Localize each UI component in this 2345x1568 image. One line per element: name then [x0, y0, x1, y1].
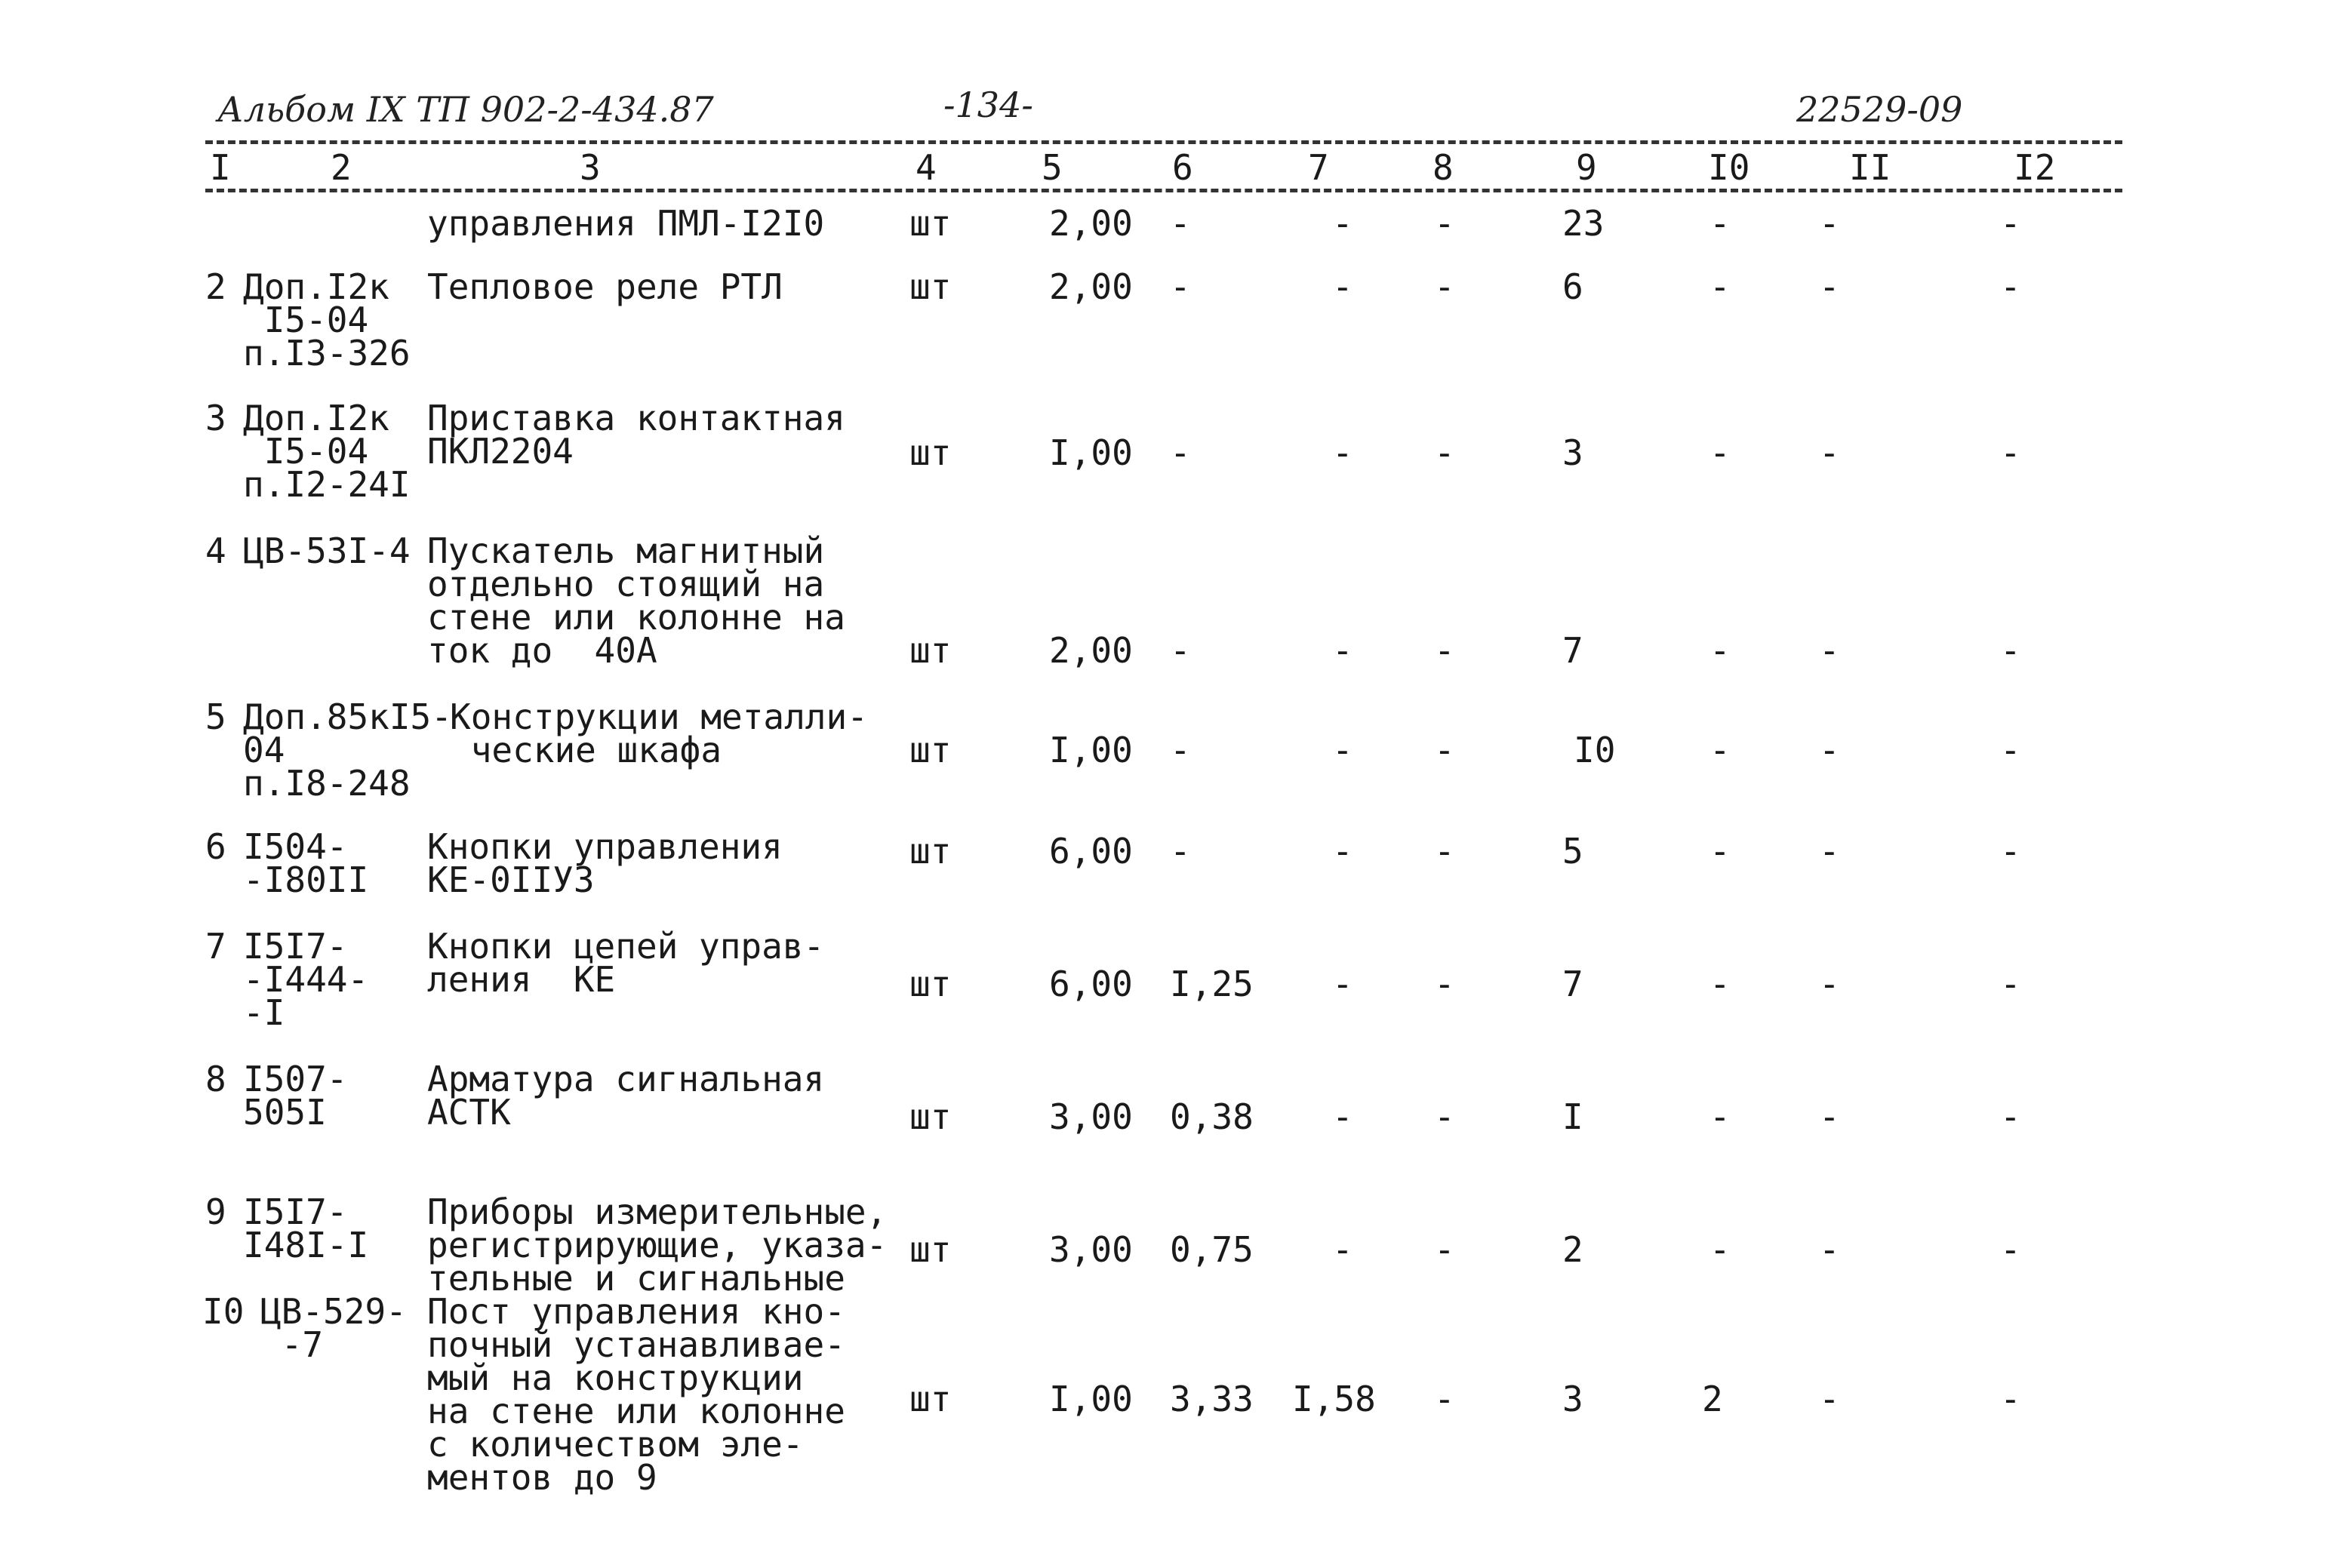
row-col6: - — [1170, 730, 1191, 770]
row-quantity: 2,00 — [1049, 203, 1133, 244]
document-number: 22529-09 — [1796, 89, 1963, 130]
row-number: 8 — [205, 1059, 226, 1099]
row-col8: - — [1434, 266, 1455, 307]
album-title: Альбом IX ТП 902-2-434.87 — [217, 89, 714, 130]
row-number: 7 — [205, 926, 226, 967]
row-col6: - — [1170, 266, 1191, 307]
row-col8: - — [1434, 1096, 1455, 1137]
row-col8: - — [1434, 831, 1455, 872]
row-col6: - — [1170, 203, 1191, 244]
row-col8: - — [1434, 630, 1455, 671]
row-reference: Доп.I2к I5-04 п.I2-24I — [243, 398, 411, 505]
row-col9: 23 — [1562, 203, 1605, 244]
column-header: 7 — [1308, 147, 1329, 188]
row-reference: Доп.I2к I5-04 п.I3-326 — [243, 266, 411, 374]
row-col7: - — [1332, 432, 1353, 473]
row-unit: шт — [909, 630, 952, 671]
row-quantity: I,00 — [1049, 432, 1133, 473]
row-unit: шт — [909, 1096, 952, 1137]
header-rule-top — [205, 140, 2122, 144]
row-col9: 6 — [1562, 266, 1583, 307]
row-item-name: Тепловое реле РТЛ — [427, 266, 783, 307]
column-header: I0 — [1708, 147, 1750, 188]
column-header: II — [1849, 147, 1891, 188]
row-quantity: I,00 — [1049, 730, 1133, 770]
row-number: 6 — [205, 826, 226, 867]
row-col9: 7 — [1562, 964, 1583, 1004]
row-number: 9 — [205, 1191, 226, 1232]
row-col9: 3 — [1562, 1379, 1583, 1419]
row-col11: - — [1819, 1229, 1840, 1270]
row-unit: шт — [909, 432, 952, 473]
column-header: 8 — [1433, 147, 1454, 188]
row-col7: - — [1332, 964, 1353, 1004]
row-number: 3 — [205, 398, 226, 438]
row-col9: 2 — [1562, 1229, 1583, 1270]
row-col12: - — [2000, 730, 2021, 770]
row-col6: - — [1170, 432, 1191, 473]
row-col7: - — [1332, 831, 1353, 872]
row-number: 4 — [205, 530, 226, 571]
row-col11: - — [1819, 1379, 1840, 1419]
row-col9: 7 — [1562, 630, 1583, 671]
column-header: 6 — [1172, 147, 1193, 188]
row-col12: - — [2000, 203, 2021, 244]
row-item-name: Пост управления кно- почный устанавливае- мый на конструкции на стене или колонне с количеством эле- ментов до 9 — [427, 1291, 845, 1498]
row-col10: 2 — [1702, 1379, 1723, 1419]
row-reference: Доп.85кI5- 04 п.I8-248 — [243, 696, 452, 804]
row-col10: - — [1710, 203, 1731, 244]
row-item-name: Арматура сигнальная АСТК — [427, 1059, 825, 1133]
row-col7: - — [1332, 266, 1353, 307]
column-header: 9 — [1576, 147, 1597, 188]
row-col12: - — [2000, 964, 2021, 1004]
row-col11: - — [1819, 730, 1840, 770]
page-number: -134- — [943, 85, 1033, 125]
row-quantity: 2,00 — [1049, 630, 1133, 671]
row-col6: 0,38 — [1170, 1096, 1254, 1137]
row-quantity: 6,00 — [1049, 964, 1133, 1004]
row-item-name: Пускатель магнитный отдельно стоящий на стене или колонне на ток до 40А — [427, 530, 845, 671]
row-item-name: Приставка контактная ПКЛ2204 — [427, 398, 845, 472]
row-col12: - — [2000, 1379, 2021, 1419]
row-item-name: управления ПМЛ-I2I0 — [427, 203, 825, 244]
row-unit: шт — [909, 266, 952, 307]
column-header: 3 — [580, 147, 601, 188]
row-col11: - — [1819, 1096, 1840, 1137]
row-quantity: I,00 — [1049, 1379, 1133, 1419]
row-col11: - — [1819, 831, 1840, 872]
row-reference: I507- 505I — [243, 1059, 348, 1133]
row-col7: - — [1332, 630, 1353, 671]
header-rule-bottom — [205, 189, 2122, 192]
row-unit: шт — [909, 1379, 952, 1419]
row-quantity: 6,00 — [1049, 831, 1133, 872]
row-unit: шт — [909, 1229, 952, 1270]
row-reference: I504- -I80II — [243, 826, 369, 900]
row-quantity: 3,00 — [1049, 1096, 1133, 1137]
row-quantity: 3,00 — [1049, 1229, 1133, 1270]
row-col12: - — [2000, 432, 2021, 473]
row-col8: - — [1434, 1379, 1455, 1419]
row-col10: - — [1710, 964, 1731, 1004]
row-number: 5 — [205, 696, 226, 737]
row-col12: - — [2000, 1096, 2021, 1137]
row-col12: - — [2000, 831, 2021, 872]
row-col11: - — [1819, 964, 1840, 1004]
row-item-name: Кнопки цепей управ- ления КЕ — [427, 926, 825, 1000]
row-col11: - — [1819, 203, 1840, 244]
row-item-name: Кнопки управления КЕ-0IIУЗ — [427, 826, 783, 900]
row-col7: - — [1332, 1229, 1353, 1270]
row-quantity: 2,00 — [1049, 266, 1133, 307]
row-col10: - — [1710, 630, 1731, 671]
row-col12: - — [2000, 1229, 2021, 1270]
row-item-name: Конструкции металли- ческие шкафа — [450, 696, 868, 770]
row-col8: - — [1434, 964, 1455, 1004]
row-number: 2 — [205, 266, 226, 307]
row-col9: I — [1562, 1096, 1583, 1137]
row-col8: - — [1434, 730, 1455, 770]
row-col7: - — [1332, 203, 1353, 244]
row-col11: - — [1819, 432, 1840, 473]
row-col9: I0 — [1574, 730, 1616, 770]
row-col11: - — [1819, 266, 1840, 307]
row-reference: I5I7- I48I-I — [243, 1191, 369, 1265]
row-col10: - — [1710, 1229, 1731, 1270]
row-col6: - — [1170, 831, 1191, 872]
row-reference: ЦВ-529- -7 — [260, 1291, 407, 1365]
row-col8: - — [1434, 1229, 1455, 1270]
row-col6: 0,75 — [1170, 1229, 1254, 1270]
row-col10: - — [1710, 831, 1731, 872]
column-header: 4 — [916, 147, 937, 188]
row-col12: - — [2000, 266, 2021, 307]
row-col7: - — [1332, 1096, 1353, 1137]
row-col10: - — [1710, 432, 1731, 473]
row-col11: - — [1819, 630, 1840, 671]
row-unit: шт — [909, 831, 952, 872]
row-item-name: Приборы измерительные, регистрирующие, указа- тельные и сигнальные — [427, 1191, 888, 1299]
row-col12: - — [2000, 630, 2021, 671]
row-col10: - — [1710, 730, 1731, 770]
row-unit: шт — [909, 730, 952, 770]
column-header: 5 — [1042, 147, 1063, 188]
row-col7: I,58 — [1292, 1379, 1376, 1419]
row-col6: 3,33 — [1170, 1379, 1254, 1419]
row-col7: - — [1332, 730, 1353, 770]
row-unit: шт — [909, 964, 952, 1004]
row-col10: - — [1710, 266, 1731, 307]
row-reference: ЦВ-53I-4 — [243, 530, 411, 571]
column-header: I2 — [2014, 147, 2056, 188]
row-number: I0 — [202, 1291, 245, 1332]
column-header: I — [210, 147, 231, 188]
row-unit: шт — [909, 203, 952, 244]
row-col8: - — [1434, 203, 1455, 244]
row-col6: - — [1170, 630, 1191, 671]
row-col8: - — [1434, 432, 1455, 473]
row-col9: 3 — [1562, 432, 1583, 473]
column-header: 2 — [331, 147, 352, 188]
row-col10: - — [1710, 1096, 1731, 1137]
row-reference: I5I7- -I444- -I — [243, 926, 369, 1033]
row-col9: 5 — [1562, 831, 1583, 872]
row-col6: I,25 — [1170, 964, 1254, 1004]
